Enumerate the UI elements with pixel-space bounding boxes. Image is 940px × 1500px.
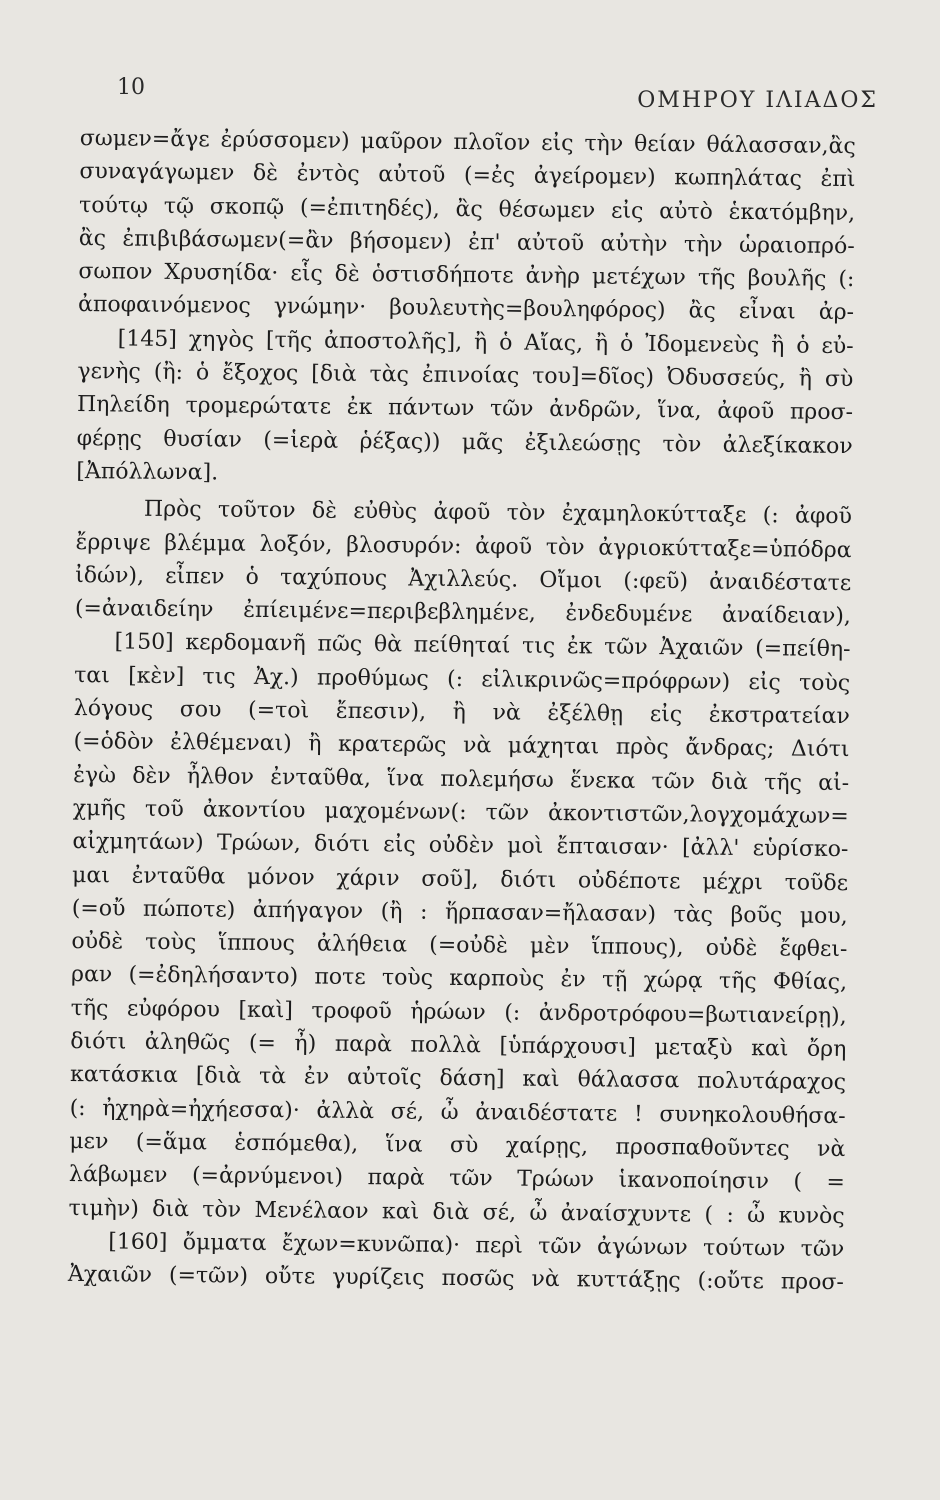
text-line: ἂς ἐπιβιβάσωμεν(=ἂν βήσομεν) ἐπ' αὐτοῦ αὐτὴν τὴν ὡραιοπρό- — [78, 225, 855, 260]
text-line: Πρὸς τοῦτον δὲ εὐθὺς ἀφοῦ τὸν ἐχαμηλοκύτταξε (: ἀφοῦ — [143, 496, 853, 530]
text-line: [150] κερδομανῆ πῶς θὰ πείθηταί τις ἐκ τῶν Ἀχαιῶν (=πείθη- — [114, 629, 851, 663]
text-line: γενὴς (ἢ: ὁ ἔξοχος [διὰ τὰς ἐπινοίας του]=δῖος) Ὀδυσσεύς, ἢ σὺ — [77, 359, 854, 393]
text-line: φέρῃς θυσίαν (=ἱερὰ ῥέξας)) μᾶς ἐξιλεώσῃς τὸν ἀλεξίκακον — [76, 425, 853, 459]
body-text — [68, 122, 856, 1299]
text-line: (: ἠχηρὰ=ἠχήεσσα)· ἀλλὰ σέ, ὦ ἀναιδέστατε ! συνηκολουθήσα- — [69, 1095, 846, 1129]
text-line: τιμὴν) διὰ τὸν Μενέλαον καὶ διὰ σέ, ὦ ἀναίσχυντε ( : ὦ κυνὸς — [68, 1195, 845, 1229]
text-line: ἐγὼ δὲν ἦλθον ἐνταῦθα, ἵνα πολεμήσω ἕνεκα τῶν διὰ τῆς αἰ- — [73, 762, 850, 796]
page-number: 10 — [117, 75, 145, 100]
text-line: τούτῳ τῷ σκοπῷ (=ἐπιτηδές), ἂς θέσωμεν εἰς αὐτὸ ἑκατόμβην, — [78, 192, 856, 226]
text-line: (=ἀναιδείην ἐπίειμένε=περιβεβλημένε, ἐνδεδυμένε ἀναίδειαν), — [74, 596, 851, 630]
text-line: ἀποφαινόμενος γνώμην· βουλευτὴς=βουληφόρος) ἂς εἶναι ἀρ- — [77, 292, 855, 326]
text-line: Ἀχαιῶν (=τῶν) οὔτε γυρίζεις ποσῶς νὰ κυττάξῃς (:οὔτε προσ- — [67, 1262, 845, 1296]
text-line: (=οὔ πώποτε) ἀπήγαγον (ἢ : ἥρπασαν=ἤλασαν) τὰς βοῦς μου, — [71, 895, 848, 929]
text-line: σωπον Χρυσηίδα· εἷς δὲ ὁστισδήποτε ἀνὴρ μετέχων τῆς βουλῆς (: — [78, 259, 855, 293]
text-line: ται [κὲν] τις Ἀχ.) προθύμως (: εἰλικρινῶς=πρόφρων) εἰς τοὺς — [74, 662, 851, 696]
text-line: διότι ἀληθῶς (= ἦ) παρὰ πολλὰ [ὑπάρχουσι] μεταξὺ καὶ ὄρη — [70, 1028, 847, 1063]
text-line: [145] χηγὸς [τῆς ἀποστολῆς], ἢ ὁ Αἴας, ἢ ὁ Ἰδομενεὺς ἢ ὁ εὐ- — [117, 326, 854, 359]
text-line: Πηλείδη τρομερώτατε ἐκ πάντων τῶν ἀνδρῶν, ἵνα, ἀφοῦ προσ- — [76, 392, 854, 426]
text-line: λόγους σου (=τοὶ ἔπεσιν), ἢ νὰ ἐξέλθῃ εἰς ἐκστρατείαν — [73, 696, 850, 730]
text-line: μαι ἐνταῦθα μόνον χάριν σοῦ], διότι οὐδέποτε μέχρι τοῦδε — [71, 862, 849, 896]
text-line: ραν (=ἐδηλήσαντο) ποτε τοὺς καρποὺς ἐν τῇ χώρᾳ τῆς Φθίας, — [70, 962, 848, 996]
running-header: ΟΜΗΡΟΥ ΙΛΙΑΔΟΣ — [637, 88, 878, 113]
text-line: οὐδὲ τοὺς ἵππους ἀλήθεια (=οὐδὲ μὲν ἵππους), οὐδὲ ἔφθει- — [71, 929, 848, 963]
text-line: σωμεν=ἄγε ἐρύσσομεν) μαῦρον πλοῖον εἰς τὴν θείαν θάλασσαν,ἂς — [79, 125, 856, 160]
text-line: τῆς εὐφόρου [καὶ] τροφοῦ ἡρώων (: ἀνδροτρόφου=βωτιανείρῃ), — [70, 995, 847, 1029]
text-line: [160] ὄμματα ἔχων=κυνῶπα)· περὶ τῶν ἀγώνων τούτων τῶν — [108, 1229, 845, 1262]
text-line: συναγάγωμεν δὲ ἐντὸς αὐτοῦ (=ἐς ἀγείρομεν) κωπηλάτας ἐπὶ — [79, 159, 856, 193]
text-line: (=ὁδὸν ἐλθέμεναι) ἢ κρατερῶς νὰ μάχηται πρὸς ἄνδρας; Διότι — [73, 729, 850, 763]
text-line: [Ἀπόλλωνα]. — [76, 458, 219, 486]
text-line: αἰχμητάων) Τρώων, διότι εἰς οὐδὲν μοὶ ἔπταισαν· [ἀλλ' εὑρίσκο- — [72, 829, 849, 863]
text-line: ἰδών), εἶπεν ὁ ταχύπους Ἀχιλλεύς. Οἴμοι (:φεῦ) ἀναιδέστατε — [75, 562, 852, 596]
text-line: λάβωμεν (=ἀρνύμενοι) παρὰ τῶν Τρώων ἱκανοποίησιν ( = — [68, 1162, 846, 1196]
text-line: κατάσκια [διὰ τὰ ἐν αὐτοῖς δάση] καὶ θάλασσα πολυτάραχος — [69, 1062, 847, 1096]
text-line: μεν (=ἅμα ἑσπόμεθα), ἵνα σὺ χαίρῃς, προσπαθοῦντες νὰ — [69, 1128, 846, 1162]
text-line: ἔρριψε βλέμμα λοξόν, βλοσυρόν: ἀφοῦ τὸν ἀγριοκύτταξε=ὑπόδρα — [75, 529, 852, 563]
text-line: χμῆς τοῦ ἀκοντίου μαχομένων(: τῶν ἀκοντιστῶν,λογχομάχων= — [72, 795, 849, 830]
